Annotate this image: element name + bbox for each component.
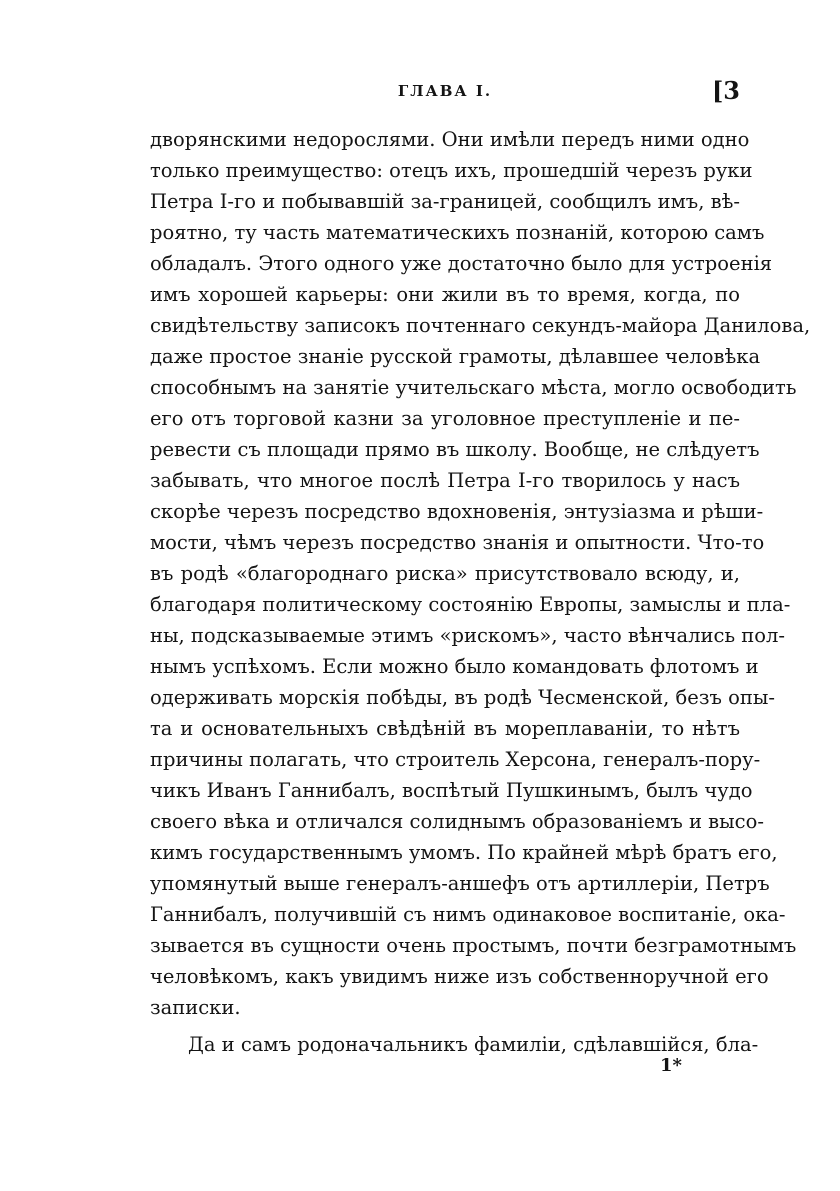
paragraph-1	[150, 124, 811, 1023]
text-line: чикъ Иванъ Ганнибалъ, воспѣтый Пушкинымъ, былъ чудо	[150, 779, 753, 802]
text-line: свидѣтельству записокъ почтеннаго секундъ-майора Данилова,	[150, 314, 811, 337]
paragraph-2	[150, 1029, 759, 1060]
signature-mark: 1*	[660, 1055, 682, 1076]
text-line: даже простое знаніе русской грамоты, дѣлавшее человѣка	[150, 345, 761, 368]
text-line: та и основательныхъ свѣдѣній въ мореплаваніи, то нѣтъ	[150, 717, 740, 740]
text-line: забывать, что многое послѣ Петра I-го творилось у насъ	[150, 469, 740, 492]
text-line: ны, подсказываемые этимъ «рискомъ», часто вѣнчались пол-	[150, 624, 786, 647]
page-number: [3	[711, 76, 740, 105]
text-line: одерживать морскія побѣды, въ родѣ Чесменской, безъ опы-	[150, 686, 775, 709]
running-head	[150, 76, 740, 106]
text-line: своего вѣка и отличался солиднымъ образованіемъ и высо-	[150, 810, 764, 833]
text-line: только преимущество: отецъ ихъ, прошедшій черезъ руки	[150, 159, 753, 182]
chapter-title: ГЛАВА I.	[397, 82, 493, 100]
text-line: человѣкомъ, какъ увидимъ ниже изъ собственноручной его	[150, 965, 769, 988]
text-line: имъ хорошей карьеры: они жили въ то время, когда, по	[150, 283, 740, 306]
text-line: мости, чѣмъ черезъ посредство знанія и опытности. Что-то	[150, 531, 765, 554]
text-line: нымъ успѣхомъ. Если можно было командовать флотомъ и	[150, 655, 759, 678]
text-line: благодаря политическому состоянію Европы, замыслы и пла-	[150, 593, 791, 616]
text-line: его отъ торговой казни за уголовное преступленіе и пе-	[150, 407, 740, 430]
text-line: Да и самъ родоначальникъ фамиліи, сдѣлавшійся, бла-	[188, 1033, 759, 1056]
text-line: Ганнибалъ, получившій съ нимъ одинаковое воспитаніе, ока-	[150, 903, 786, 926]
text-line: обладалъ. Этого одного уже достаточно было для устроенія	[150, 252, 773, 275]
text-line: записки.	[150, 996, 241, 1019]
text-line: скорѣе черезъ посредство вдохновенія, энтузіазма и рѣши-	[150, 500, 764, 523]
text-line: причины полагать, что строитель Херсона, генералъ-пору-	[150, 748, 761, 771]
text-line: способнымъ на занятіе учительскаго мѣста, могло освободить	[150, 376, 797, 399]
text-line: Петра I-го и побывавшій за-границей, сообщилъ имъ, вѣ-	[150, 190, 740, 213]
text-line: зывается въ сущности очень простымъ, почти безграмотнымъ	[150, 934, 797, 957]
text-line: дворянскими недорослями. Они имѣли передъ ними одно	[150, 128, 750, 151]
text-line: упомянутый выше генералъ-аншефъ отъ артиллеріи, Петръ	[150, 872, 770, 895]
text-line: кимъ государственнымъ умомъ. По крайней мѣрѣ братъ его,	[150, 841, 778, 864]
text-line: роятно, ту часть математическихъ познаній, которою самъ	[150, 221, 765, 244]
body-text	[150, 124, 811, 1060]
text-line: въ родѣ «благороднаго риска» присутствовало всюду, и,	[150, 562, 740, 585]
text-line: ревести съ площади прямо въ школу. Вообще, не слѣдуетъ	[150, 438, 760, 461]
